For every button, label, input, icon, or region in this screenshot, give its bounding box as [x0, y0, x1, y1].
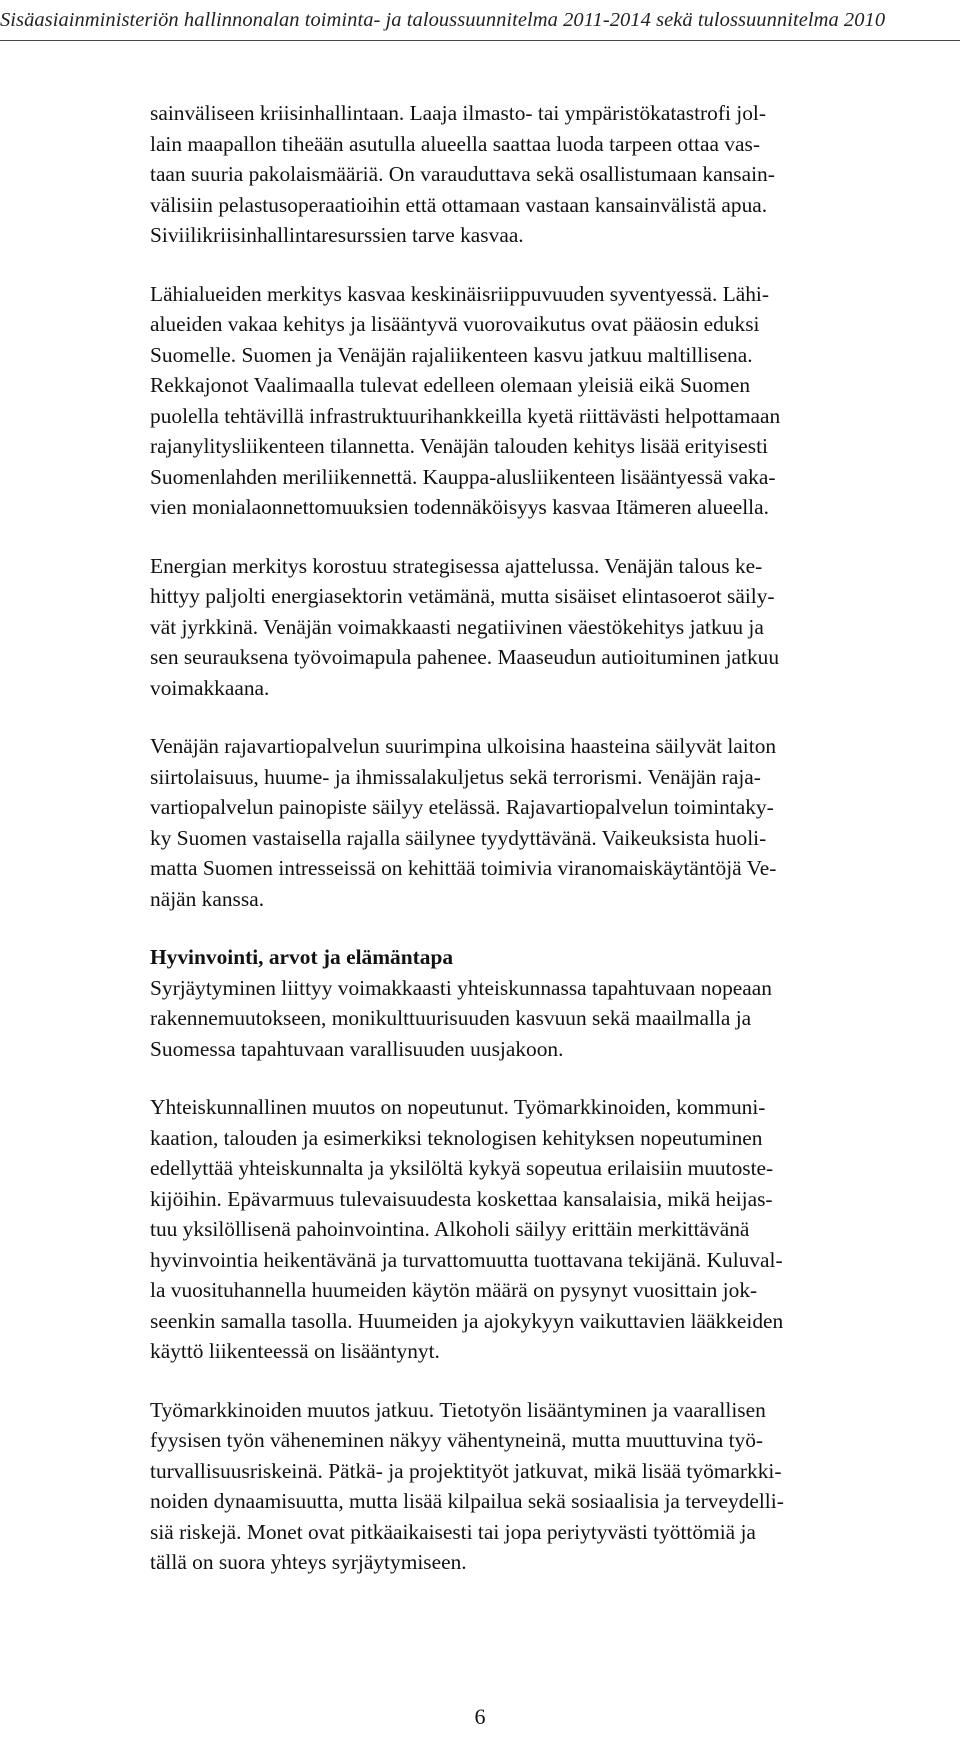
- header-rule: [0, 40, 960, 41]
- text-line: hittyy paljolti energiasektorin vetämänä, mutta sisäiset elintasoerot säily-: [150, 584, 775, 608]
- text-line: seenkin samalla tasolla. Huumeiden ja ajokykyyn vaikuttavien lääkkeiden: [150, 1308, 784, 1333]
- text-line: siä riskejä. Monet ovat pitkäaikaisesti tai jopa periytyvästi työttömiä ja: [150, 1519, 756, 1544]
- text-line: noiden dynaamisuutta, mutta lisää kilpailua sekä sosiaalisia ja terveydelli-: [150, 1489, 784, 1513]
- text-line: välisiin pelastusoperaatioihin että ottamaan vastaan kansainvälistä apua.: [150, 192, 768, 217]
- paragraph-crisis-management: [150, 98, 930, 251]
- section-heading: Hyvinvointi, arvot ja elämäntapa: [150, 945, 454, 969]
- text-line: vien monialaonnettomuuksien todennäköisyys kasvaa Itämeren alueella.: [150, 495, 769, 519]
- text-line: fyysisen työn väheneminen näkyy vähentyneinä, mutta muuttuvina työ-: [150, 1428, 764, 1452]
- paragraph-energy: [150, 551, 930, 704]
- document-body: [150, 98, 930, 1606]
- text-line: kijöihin. Epävarmuus tulevaisuudesta koskettaa kansalaisia, mikä heijas-: [150, 1186, 773, 1211]
- text-line: tuu yksilöllisenä pahoinvointina. Alkoholi säilyy erittäin merkittävänä: [150, 1217, 750, 1241]
- text-line: rajanylitysliikenteen tilannetta. Venäjän talouden kehitys lisää erityisesti: [150, 434, 768, 458]
- section-wellbeing: [150, 942, 930, 1064]
- paragraph-border-guard: [150, 731, 930, 914]
- text-line: tällä on suora yhteys syrjäytymiseen.: [150, 1550, 467, 1574]
- text-line: turvallisuusriskeinä. Pätkä- ja projektityöt jatkuvat, mikä lisää työmarkki-: [150, 1458, 782, 1483]
- text-line: hyvinvointia heikentävänä ja turvattomuutta tuottavana tekijänä. Kuluval-: [150, 1247, 783, 1272]
- text-line: sen seurauksena työvoimapula pahenee. Maaseudun autioituminen jatkuu: [150, 645, 780, 669]
- text-line: Yhteiskunnallinen muutos on nopeutunut. Työmarkkinoiden, kommuni-: [150, 1095, 766, 1119]
- text-line: la vuosituhannella huumeiden käytön määrä on pysynyt vuosittain jok-: [150, 1278, 758, 1302]
- text-line: Lähialueiden merkitys kasvaa keskinäisriippuvuuden syventyessä. Lähi-: [150, 281, 769, 306]
- text-line: sainväliseen kriisinhallintaan. Laaja ilmasto- tai ympäristökatastrofi jol-: [150, 101, 766, 125]
- text-line: matta Suomen intresseissä on kehittää toimivia viranomaiskäytäntöjä Ve-: [150, 856, 777, 880]
- text-line: Suomessa tapahtuvaan varallisuuden uusjakoon.: [150, 1036, 564, 1061]
- paragraph-neighbouring-areas: [150, 279, 930, 523]
- paragraph-societal-change: [150, 1092, 930, 1367]
- text-line: Venäjän rajavartiopalvelun suurimpina ulkoisina haasteina säilyvät laiton: [150, 734, 777, 758]
- text-line: Suomelle. Suomen ja Venäjän rajaliikenteen kasvu jatkuu maltillisena.: [150, 342, 753, 367]
- page-number: 6: [474, 1704, 486, 1729]
- text-line: alueiden vakaa kehitys ja lisääntyvä vuorovaikutus ovat pääosin eduksi: [150, 312, 760, 336]
- text-line: taan suuria pakolaismääriä. On varauduttava sekä osallistumaan kansain-: [150, 162, 775, 186]
- text-line: puolella tehtävillä infrastruktuurihankkeilla kyetä riittävästi helpottamaan: [150, 403, 781, 428]
- text-line: käyttö liikenteessä on lisääntynyt.: [150, 1339, 440, 1363]
- text-line: Suomenlahden meriliikennettä. Kauppa-alusliikenteen lisääntyessä vaka-: [150, 464, 776, 489]
- text-line: voimakkaana.: [150, 675, 270, 700]
- text-line: lain maapallon tiheään asutulla alueella saattaa luoda tarpeen ottaa vas-: [150, 131, 760, 156]
- text-line: näjän kanssa.: [150, 886, 265, 911]
- text-line: edellyttää yhteiskunnalta ja yksilöltä kykyä sopeutua erilaisiin muutoste-: [150, 1156, 774, 1180]
- text-line: Siviilikriisinhallintaresurssien tarve kasvaa.: [150, 223, 524, 247]
- text-line: vartiopalvelun painopiste säilyy etelässä. Rajavartiopalvelun toimintaky-: [150, 795, 774, 819]
- text-line: Työmarkkinoiden muutos jatkuu. Tietotyön lisääntyminen ja vaarallisen: [150, 1397, 766, 1422]
- text-line: siirtolaisuus, huume- ja ihmissalakuljetus sekä terrorismi. Venäjän raja-: [150, 764, 761, 789]
- text-line: ky Suomen vastaisella rajalla säilynee tyydyttävänä. Vaikeuksista huoli-: [150, 825, 767, 850]
- text-line: rakennemuutokseen, monikulttuurisuuden kasvuun sekä maailmalla ja: [150, 1006, 752, 1030]
- running-header: Sisäasiainministeriön hallinnonalan toiminta- ja taloussuunnitelma 2011-2014 sekä tulossuunnitelma 2010: [0, 9, 886, 31]
- text-line: vät jyrkkinä. Venäjän voimakkaasti negatiivinen väestökehitys jatkuu ja: [150, 614, 764, 639]
- text-line: Syrjäytyminen liittyy voimakkaasti yhteiskunnassa tapahtuvaan nopeaan: [150, 975, 772, 1000]
- paragraph-labour-market: [150, 1395, 930, 1578]
- text-line: Energian merkitys korostuu strategisessa ajattelussa. Venäjän talous ke-: [150, 553, 763, 578]
- text-line: Rekkajonot Vaalimaalla tulevat edelleen olemaan yleisiä eikä Suomen: [150, 373, 751, 397]
- text-line: kaation, talouden ja esimerkiksi teknologisen kehityksen nopeutuminen: [150, 1125, 763, 1150]
